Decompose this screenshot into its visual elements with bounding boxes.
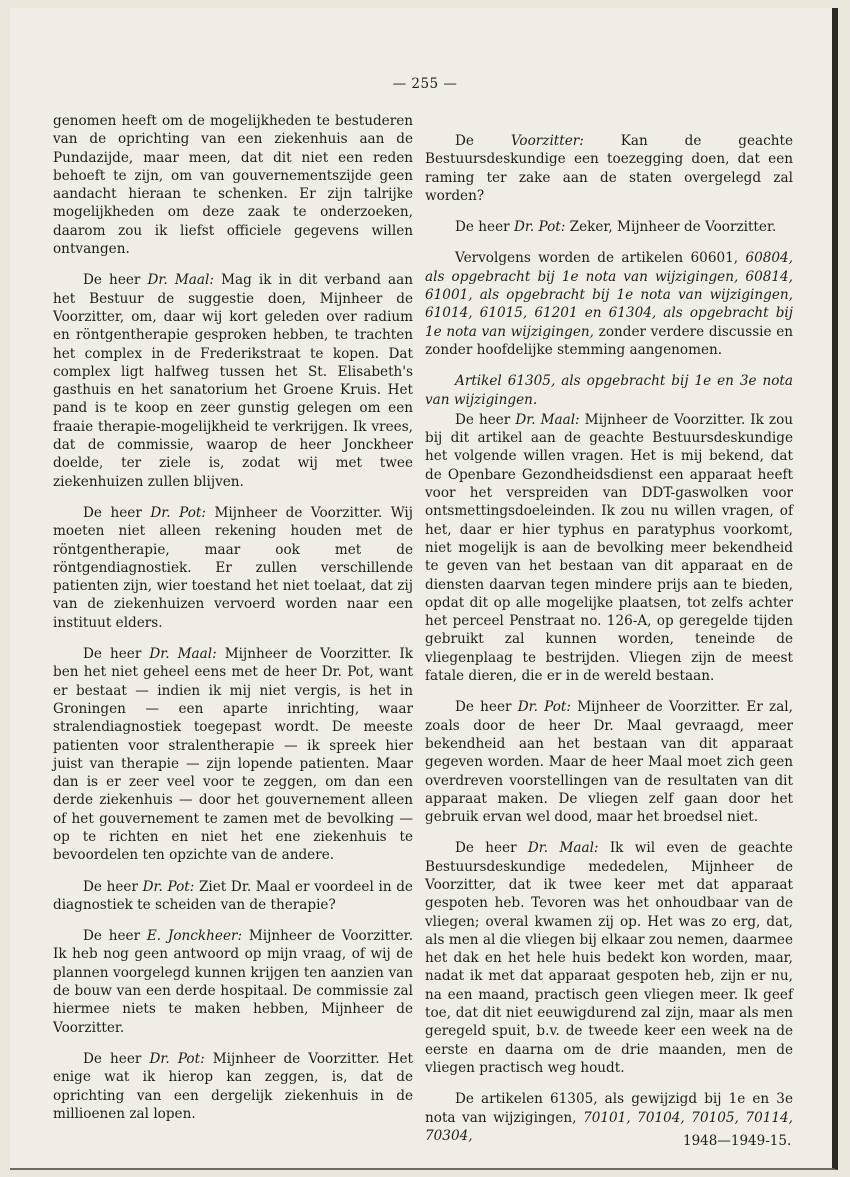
article-heading: Artikel 61305, als opgebracht bij 1e en 3e nota van wijzigingen. xyxy=(425,373,793,408)
speaker: Dr. Pot: xyxy=(513,219,566,236)
right-column xyxy=(425,132,793,1158)
speaker: Dr. Maal: xyxy=(149,646,217,663)
footer-reference: 1948—1949-15. xyxy=(683,1133,792,1149)
speaker: E. Jonckheer: xyxy=(146,928,243,945)
speaker: Dr. Pot: xyxy=(142,878,195,895)
paragraph: De Voorzitter: Kan de geachte Bestuursdeskundige een toezegging doen, dat een raming ter zake aan de staten overgelegd zal worden? xyxy=(425,133,793,204)
page-number: — 255 — xyxy=(392,76,458,92)
paragraph: De heer Dr. Pot: Mijnheer de Voorzitter. Er zal, zoals door de heer Dr. Maal gevraagd, meer bekendheid aan het bestaan van dit apparaat gegeven worden. Maar de heer Maal moet zich geen overdreven voorstellingen van de resultaten van dit apparaat maken. De vliegen zelf gaan door het gebruik ervan wel dood, maar het broedsel niet. xyxy=(425,699,793,826)
paragraph: De heer Dr. Maal: Ik wil even de geachte Bestuursdeskundige mededelen, Mijnheer de Voorzitter, dat ik twee keer met dat apparaat gespoten heb. Tevoren was het onhoudbaar van de vliegen; overal kwamen zij op. Het was zo erg, dat, als men al die vliegen bij elkaar zou nemen, daarmee het dak en het hele huis bedekt kon worden, maar, nadat ik met dat apparaat gespoten heb, zijn er nu, na een maand, practisch geen vliegen meer. Ik geef toe, dat dit niet eeuwigdurend zal zijn, maar als men geregeld spuit, b.v. de tweede keer een week na de eerste en daarna om de drie maanden, men de vliegen practisch weg houdt. xyxy=(425,840,793,1076)
paragraph: De heer Dr. Maal: Mag ik in dit verband aan het Bestuur de suggestie doen, Mijnheer de Voorzitter, om, daar wij kort geleden over radium en röntgentherapie gesproken hebben, te trachten het complex in de Frederikstraat te kopen. Dat complex ligt halfweg tussen het St. Elisabeth's gasthuis en het sanatorium het Groene Kruis. Het pand is te koop en zeer gunstig gelegen om een fraaie therapie-mogelijkheid te verkrijgen. Ik vrees, dat de commissie, waarop de heer Jonckheer doelde, ter ziele is, zodat wij met twee ziekenhuizen zullen blijven. xyxy=(53,272,414,490)
paragraph: De heer Dr. Pot: Zeker, Mijnheer de Voorzitter. xyxy=(455,219,777,236)
speaker: Dr. Pot: xyxy=(149,1050,205,1067)
speaker: Dr. Maal: xyxy=(527,840,599,857)
left-column xyxy=(53,112,413,1136)
speaker: Dr. Maal: xyxy=(147,272,214,289)
paragraph: De heer Dr. Pot: Mijnheer de Voorzitter. Het enige wat ik hierop kan zeggen, is, dat de oprichting van een dergelijk ziekenhuis in de millioenen zal lopen. xyxy=(53,1050,413,1122)
speaker: Dr. Pot: xyxy=(517,699,571,716)
paragraph: De heer Dr. Maal: Mijnheer de Voorzitter. Ik ben het niet geheel eens met de heer Dr. Pot, want er bestaat — indien ik mij niet vergis, is het in Groningen — een aparte inrichting, waar stralendiagnostiek toegepast wordt. De meeste patienten voor stralentherapie — ik spreek hier juist van therapie — zijn lopende patienten. Maar dan is er zeer veel voor te zeggen, om dan een derde ziekenhuis — door het gouvernement alleen of het gouvernement te zamen met de bevolking — op te richten en niet het ene ziekenhuis te bevoordelen ten opzichte van de andere. xyxy=(53,646,414,864)
speaker: Voorzitter: xyxy=(510,133,584,149)
speaker: Dr. Pot: xyxy=(150,504,206,521)
paragraph: De heer Dr. Pot: Ziet Dr. Maal er voordeel in de diagnostiek te scheiden van de therapie? xyxy=(53,878,413,913)
paragraph: genomen heeft om de mogelijkheden te bestuderen van de oprichting van een ziekenhuis aan de Pundazijde, maar meen, dat dit niet een reden behoeft te zijn, om van gouvernementszijde geen aandacht hieraan te schenken. Er zijn talrijke mogelijkheden om deze zaak te onderzoeken, daarom zou ik liefst officiele gegevens willen ontvangen. xyxy=(53,113,413,258)
speaker: Dr. Maal: xyxy=(515,411,580,428)
paragraph: De artikelen 61305, als gewijzigd bij 1e en 3e nota van wijzigingen, 70101, 70104, 70105, 70114, 70304, xyxy=(425,1091,793,1144)
paragraph: De heer Dr. Pot: Mijnheer de Voorzitter. Wij moeten niet alleen rekening houden met de röntgentherapie, maar ook met de röntgendiagnostiek. Er zullen verschillende patienten zijn, wier toestand het niet toelaat, dat zij van de ziekenhuizen vervoerd worden naar een instituut elders. xyxy=(53,504,413,631)
paragraph: De heer E. Jonckheer: Mijnheer de Voorzitter. Ik heb nog geen antwoord op mijn vraag, of wij de plannen voorgelegd kunnen krijgen ten aanzien van de bouw van een derde hospitaal. De commissie zal hiermee niets te maken hebben, Mijnheer de Voorzitter. xyxy=(53,928,414,1036)
paragraph: Vervolgens worden de artikelen 60601, 60804, als opgebracht bij 1e nota van wijzigingen, 60814, 61001, als opgebracht bij 1e nota van wijzigingen, 61014, 61015, 61201 en 61304, als opgebracht bij 1e nota van wijzigingen, zonder verdere discussie en zonder hoofdelijke stemming aangenomen. xyxy=(425,250,794,358)
paragraph: De heer Dr. Maal: Mijnheer de Voorzitter. Ik zou bij dit artikel aan de geachte Bestuursdeskundige het volgende willen vragen. Het is mij bekend, dat de Openbare Gezondheidsdienst een apparaat heeft voor het verspreiden van DDT-gaswolken voor ontsmettingsdoeleinden. Ik zou nu willen vragen, of het, daar er hier typhus en paratyphus voorkomt, niet mogelijk is aan de bevolking meer bekendheid te geven van het bestaan van dit apparaat en de diensten daarvan tegen mindere prijs aan te bieden, opdat dit op alle mogelijke plaatsen, tot zelfs achter het perceel Penstraat no. 126-A, op geregelde tijden gebruikt zal kunnen worden, teneinde de vliegenplaag te bestrijden. Vliegen zijn de meest fatale dieren, die er in de wereld bestaan. xyxy=(425,411,794,685)
